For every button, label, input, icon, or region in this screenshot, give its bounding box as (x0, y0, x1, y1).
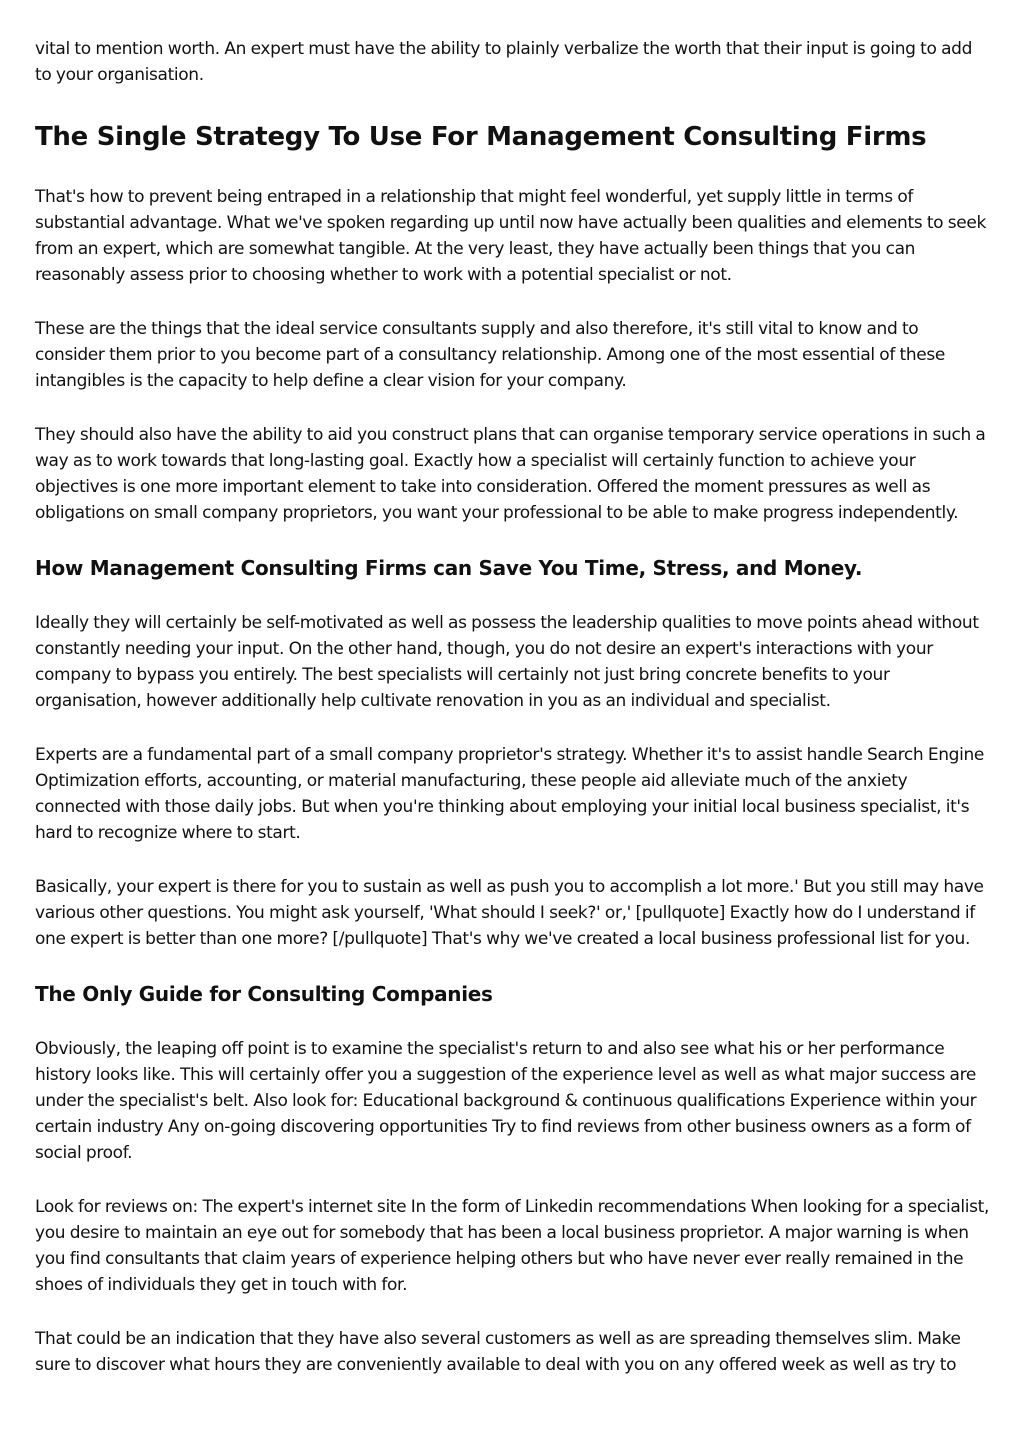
document-page (35, 36, 991, 1378)
intro-paragraph: vital to mention worth. An expert must have the ability to plainly verbalize the worth that their input is going to add to your organisation. (35, 39, 973, 85)
paragraph: Look for reviews on: The expert's internet site In the form of Linkedin recommendations When looking for a specialist, you desire to maintain an eye out for somebody that has been a local business proprietor. A major warning is when you find consultants that claim years of experience helping others but who have never ever really remained in the shoes of individuals they get in touch with for. (35, 1197, 990, 1295)
paragraph: Obviously, the leaping off point is to examine the specialist's return to and also see what his or her performance history looks like. This will certainly offer you a suggestion of the experience level as well as what major success are under the specialist's belt. Also look for: Educational background & continuous qualifications Experience within your certain industry Any on-going discovering opportunities Try to find reviews from other business owners as a form of social proof. (35, 1039, 977, 1163)
paragraph: These are the things that the ideal service consultants supply and also therefore, it's still vital to know and to consider them prior to you become part of a consultancy relationship. Among one of the most essential of these intangibles is the capacity to help define a clear vision for your company. (35, 319, 946, 391)
paragraph: That's how to prevent being entraped in a relationship that might feel wonderful, yet supply little in terms of substantial advantage. What we've spoken regarding up until now have actually been qualities and elements to seek from an expert, which are somewhat tangible. At the very least, they have actually been things that you can reasonably assess prior to choosing whether to work with a potential specialist or not. (35, 187, 986, 285)
paragraph: Experts are a fundamental part of a small company proprietor's strategy. Whether it's to assist handle Search Engine Optimization efforts, accounting, or material manufacturing, these people aid alleviate much of the anxiety connected with those daily jobs. But when you're thinking about employing your initial local business specialist, it's hard to recognize where to start. (35, 745, 985, 843)
paragraph: Ideally they will certainly be self-motivated as well as possess the leadership qualities to move points ahead without constantly needing your input. On the other hand, though, you do not desire an expert's interactions with your company to bypass you entirely. The best specialists will certainly not just bring concrete benefits to your organisation, however additionally help cultivate renovation in you as an individual and specialist. (35, 613, 979, 711)
section-heading-save-time: How Management Consulting Firms can Save You Time, Stress, and Money. (35, 556, 863, 580)
paragraph: That could be an indication that they have also several customers as well as are spreading themselves slim. Make sure to discover what hours they are conveniently available to deal with you on any offered week as well as try to (35, 1329, 961, 1375)
paragraph: They should also have the ability to aid you construct plans that can organise temporary service operations in such a way as to work towards that long-lasting goal. Exactly how a specialist will certainly function to achieve your objectives is one more important element to take into consideration. Offered the moment pressures as well as obligations on small company proprietors, you want your professional to be able to make progress independently. (35, 425, 986, 523)
section-heading-single-strategy: The Single Strategy To Use For Management Consulting Firms (35, 122, 927, 152)
section-heading-only-guide: The Only Guide for Consulting Companies (35, 982, 493, 1006)
paragraph: Basically, your expert is there for you to sustain as well as push you to accomplish a lot more.' But you still may have various other questions. You might ask yourself, 'What should I seek?' or,' [pullquote] Exactly how do I understand if one expert is better than one more? [/pullquote] That's why we've created a local business professional list for you. (35, 877, 984, 949)
